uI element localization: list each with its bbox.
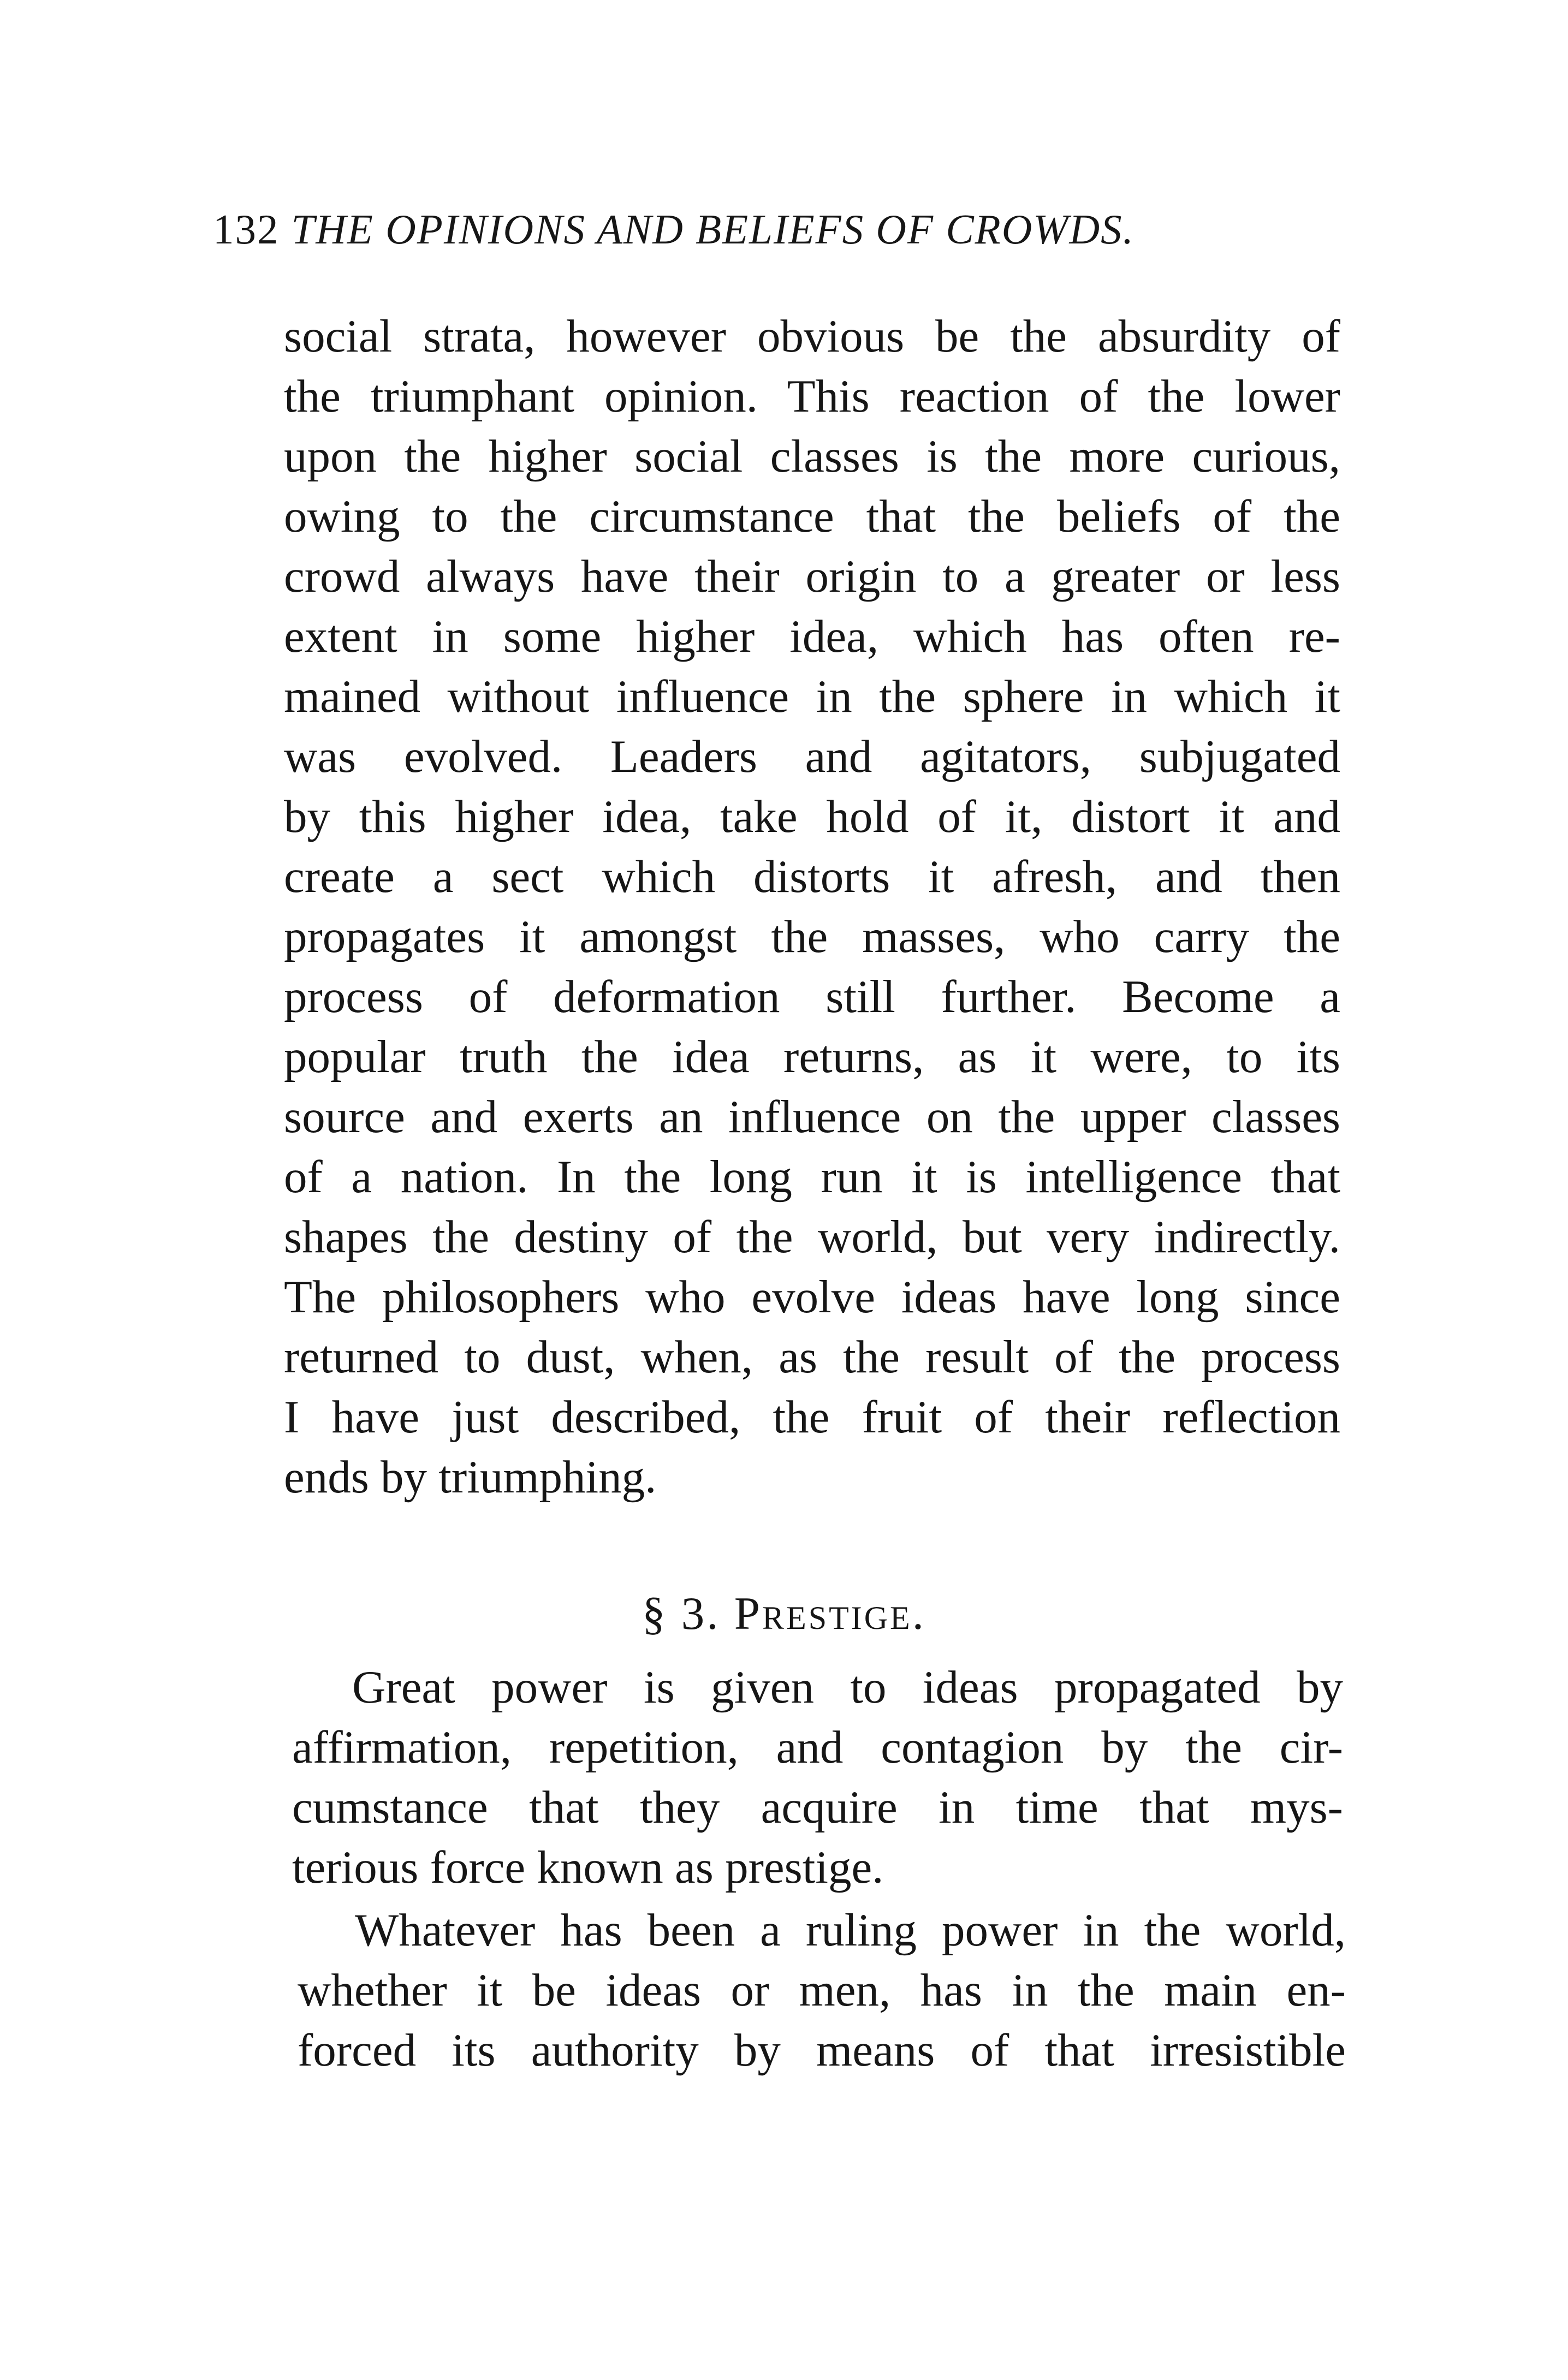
text-line: social strata, however obvious be the absurdity of — [284, 311, 1340, 362]
text-line: owing to the circumstance that the beliefs of the — [284, 491, 1340, 542]
text-line: Great power is given to ideas propagated by — [352, 1662, 1343, 1713]
text-line: the triumphant opinion. This reaction of the lower — [284, 371, 1340, 422]
text-line: Whatever has been a ruling power in the world, — [355, 1905, 1346, 1956]
text-line: mained without influence in the sphere in which it — [284, 671, 1340, 722]
text-line: shapes the destiny of the world, but very indirectly. — [284, 1211, 1340, 1263]
text-line: popular truth the idea returns, as it were, to its — [284, 1031, 1340, 1082]
text-line: The philosophers who evolve ideas have long since — [284, 1271, 1340, 1323]
text-line: was evolved. Leaders and agitators, subjugated — [284, 731, 1340, 782]
text-line: forced its authority by means of that irresistible — [298, 2025, 1346, 2076]
text-line: process of deformation still further. Become a — [284, 971, 1340, 1022]
text-line: I have just described, the fruit of their reflection — [284, 1391, 1340, 1443]
text-line: of a nation. In the long run it is intelligence that — [284, 1151, 1340, 1203]
running-head — [213, 205, 1359, 254]
text-line: cumstance that they acquire in time that mys- — [292, 1782, 1343, 1833]
text-line: create a sect which distorts it afresh, and then — [284, 851, 1340, 902]
text-line: ends by triumphing. — [284, 1451, 657, 1503]
section-heading: § 3. Prestige. — [642, 1588, 926, 1639]
running-title: THE OPINIONS AND BELIEFS OF CROWDS. — [291, 206, 1135, 253]
text-line: source and exerts an influence on the upper classes — [284, 1091, 1340, 1143]
text-line: crowd always have their origin to a greater or less — [284, 551, 1340, 602]
text-line: extent in some higher idea, which has often re- — [284, 611, 1340, 662]
text-line: returned to dust, when, as the result of the process — [284, 1331, 1340, 1383]
text-line: affirmation, repetition, and contagion by the cir- — [292, 1722, 1343, 1773]
text-line: upon the higher social classes is the more curious, — [284, 431, 1340, 482]
page-number: 132 — [213, 206, 280, 253]
text-line: terious force known as prestige. — [292, 1842, 884, 1893]
text-line: propagates it amongst the masses, who carry the — [284, 911, 1340, 962]
text-line: by this higher idea, take hold of it, distort it and — [284, 791, 1340, 842]
text-line: whether it be ideas or men, has in the main en- — [298, 1965, 1346, 2016]
